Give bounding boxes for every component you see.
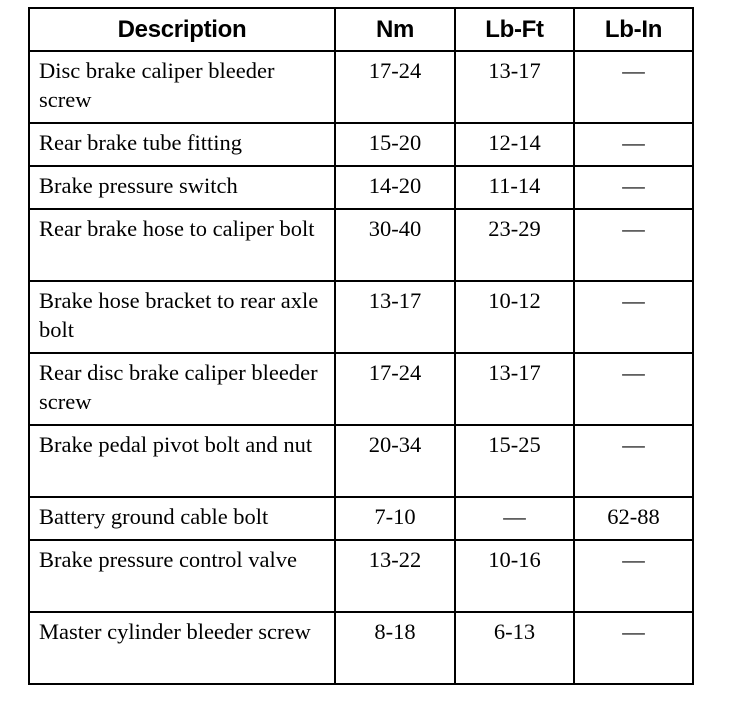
table-row <box>29 51 693 123</box>
table-row <box>29 612 693 684</box>
cell-lb-in: 62-88 <box>574 497 693 540</box>
cell-nm: 15-20 <box>335 123 455 166</box>
header-row <box>29 8 693 51</box>
table-row <box>29 497 693 540</box>
cell-nm: 17-24 <box>335 51 455 123</box>
cell-lb-ft: 13-17 <box>455 51 574 123</box>
cell-lb-in: — <box>574 612 693 684</box>
torque-spec-table <box>28 7 694 685</box>
table-row <box>29 540 693 612</box>
cell-description: Master cylinder bleeder screw <box>29 612 335 684</box>
cell-description: Rear disc brake caliper bleeder screw <box>29 353 335 425</box>
cell-lb-in: — <box>574 51 693 123</box>
table-body <box>29 51 693 684</box>
cell-lb-in: — <box>574 123 693 166</box>
cell-description: Brake pressure switch <box>29 166 335 209</box>
header-lb-ft: Lb-Ft <box>455 8 574 51</box>
table-row <box>29 123 693 166</box>
header-description: Description <box>29 8 335 51</box>
table-header <box>29 8 693 51</box>
cell-lb-ft: 10-16 <box>455 540 574 612</box>
cell-nm: 13-17 <box>335 281 455 353</box>
cell-nm: 7-10 <box>335 497 455 540</box>
header-nm: Nm <box>335 8 455 51</box>
cell-nm: 17-24 <box>335 353 455 425</box>
cell-nm: 14-20 <box>335 166 455 209</box>
cell-lb-in: — <box>574 540 693 612</box>
cell-lb-ft: 10-12 <box>455 281 574 353</box>
cell-lb-ft: 12-14 <box>455 123 574 166</box>
cell-description: Brake hose bracket to rear axle bolt <box>29 281 335 353</box>
cell-nm: 30-40 <box>335 209 455 281</box>
cell-description: Rear brake hose to caliper bolt <box>29 209 335 281</box>
cell-lb-in: — <box>574 209 693 281</box>
cell-lb-ft: 6-13 <box>455 612 574 684</box>
cell-nm: 13-22 <box>335 540 455 612</box>
cell-lb-in: — <box>574 353 693 425</box>
table-row <box>29 281 693 353</box>
cell-lb-ft: — <box>455 497 574 540</box>
cell-lb-in: — <box>574 281 693 353</box>
cell-description: Brake pressure control valve <box>29 540 335 612</box>
cell-description: Battery ground cable bolt <box>29 497 335 540</box>
cell-lb-ft: 11-14 <box>455 166 574 209</box>
header-lb-in: Lb-In <box>574 8 693 51</box>
cell-description: Brake pedal pivot bolt and nut <box>29 425 335 497</box>
table-row <box>29 209 693 281</box>
cell-lb-ft: 15-25 <box>455 425 574 497</box>
cell-nm: 20-34 <box>335 425 455 497</box>
cell-lb-in: — <box>574 166 693 209</box>
table-row <box>29 353 693 425</box>
cell-lb-ft: 13-17 <box>455 353 574 425</box>
cell-nm: 8-18 <box>335 612 455 684</box>
cell-description: Disc brake caliper bleeder screw <box>29 51 335 123</box>
cell-lb-ft: 23-29 <box>455 209 574 281</box>
table-row <box>29 425 693 497</box>
cell-lb-in: — <box>574 425 693 497</box>
table-row <box>29 166 693 209</box>
cell-description: Rear brake tube fitting <box>29 123 335 166</box>
